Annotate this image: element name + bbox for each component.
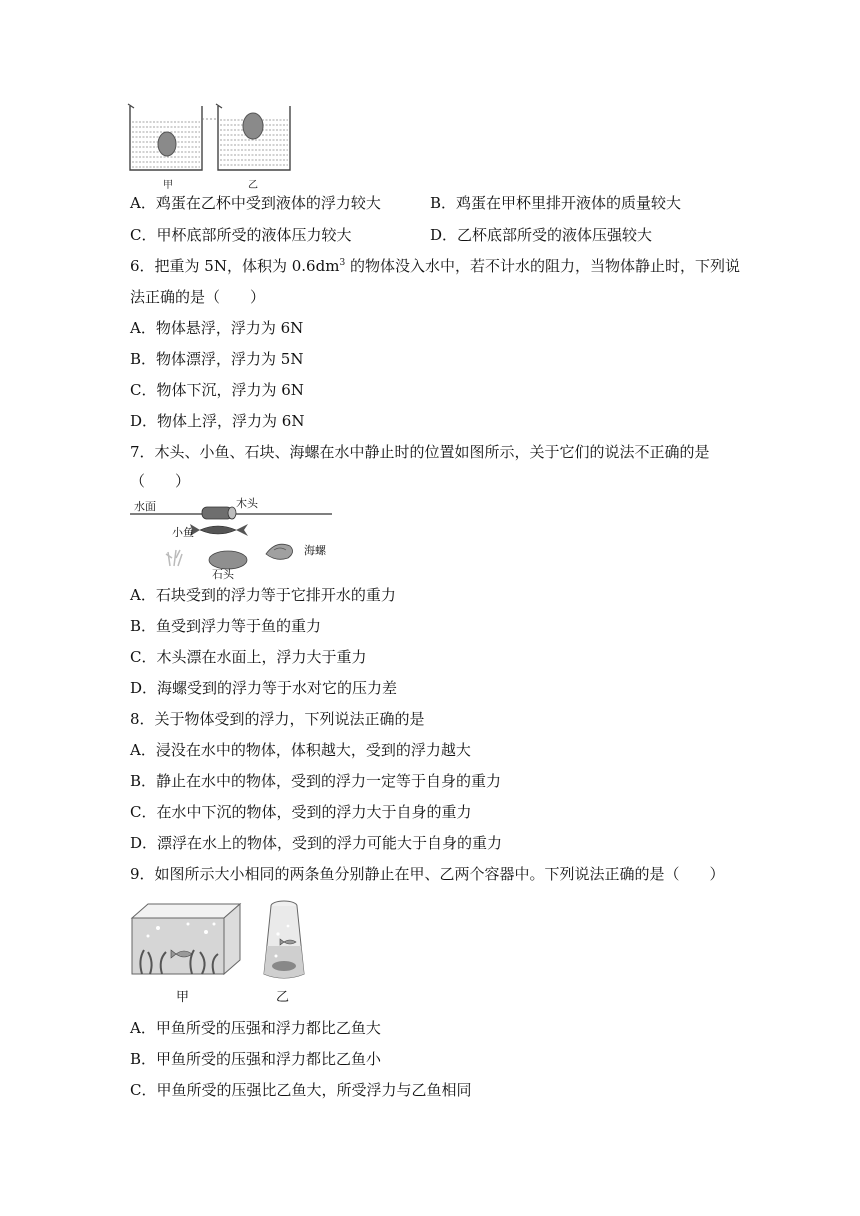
q5-figure-label-yi: 乙 bbox=[248, 180, 258, 191]
q8-option-c: C．在水中下沉的物体，受到的浮力大于自身的重力 bbox=[130, 803, 472, 821]
q7-stem-line2: （ ） bbox=[130, 472, 191, 490]
q6-stem-part-a: 6．把重为 5N，体积为 0.6dm bbox=[130, 257, 340, 275]
q5-option-a: A．鸡蛋在乙杯中受到液体的浮力较大 bbox=[130, 194, 381, 212]
q8-option-a: A．浸没在水中的物体，体积越大，受到的浮力越大 bbox=[130, 741, 471, 759]
q7-option-b: B．鱼受到浮力等于鱼的重力 bbox=[130, 617, 322, 635]
q6-stem-part-b: 的物体没入水中，若不计水的阻力，当物体静止时，下列说 bbox=[345, 257, 740, 275]
q6-option-b: B．物体漂浮，浮力为 5N bbox=[130, 350, 304, 368]
q7-option-c: C．木头漂在水面上，浮力大于重力 bbox=[130, 648, 367, 666]
q7-label-stone: 石头 bbox=[212, 568, 234, 581]
aquarium-jia bbox=[132, 904, 240, 974]
q7-stem-line1: 7．木头、小鱼、石块、海螺在水中静止时的位置如图所示，关于它们的说法不正确的是 bbox=[130, 443, 710, 461]
q8-stem: 8．关于物体受到的浮力，下列说法正确的是 bbox=[130, 710, 425, 728]
q8-option-d: D．漂浮在水上的物体，受到的浮力可能大于自身的重力 bbox=[130, 834, 503, 852]
q7-label-conch: 海螺 bbox=[304, 544, 326, 557]
q6-stem-line1 bbox=[130, 256, 740, 276]
q6-option-a: A．物体悬浮，浮力为 6N bbox=[130, 319, 304, 337]
coral-plant-icon bbox=[166, 550, 182, 566]
q6-stem-superscript: 3 bbox=[339, 258, 346, 268]
q6-option-d: D．物体上浮，浮力为 6N bbox=[130, 412, 305, 430]
q9-figure-label-jia: 甲 bbox=[176, 990, 190, 1005]
q7-option-d: D．海螺受到的浮力等于水对它的压力差 bbox=[130, 679, 398, 697]
q8-option-b: B．静止在水中的物体，受到的浮力一定等于自身的重力 bbox=[130, 772, 502, 790]
q5-beakers-figure bbox=[126, 100, 306, 192]
q7-label-wood: 木头 bbox=[236, 497, 258, 510]
egg-in-yi bbox=[243, 113, 263, 139]
q9-option-b: B．甲鱼所受的压强和浮力都比乙鱼小 bbox=[130, 1050, 382, 1068]
q5-option-c: C．甲杯底部所受的液体压力较大 bbox=[130, 226, 352, 244]
fish-icon bbox=[190, 524, 248, 536]
q5-option-b: B．鸡蛋在甲杯里排开液体的质量较大 bbox=[430, 194, 682, 212]
q5-figure-label-jia: 甲 bbox=[163, 180, 173, 191]
q9-option-a: A．甲鱼所受的压强和浮力都比乙鱼大 bbox=[130, 1019, 381, 1037]
q5-option-d: D．乙杯底部所受的液体压强较大 bbox=[430, 226, 653, 244]
q9-stem: 9．如图所示大小相同的两条鱼分别静止在甲、乙两个容器中。下列说法正确的是（ ） bbox=[130, 865, 725, 883]
q9-option-c: C．甲鱼所受的压强比乙鱼大，所受浮力与乙鱼相同 bbox=[130, 1081, 472, 1099]
q9-figure-label-yi: 乙 bbox=[276, 990, 290, 1005]
q9-fish-containers-figure bbox=[128, 894, 328, 986]
beaker-yi bbox=[216, 104, 290, 170]
conch-icon bbox=[266, 544, 293, 559]
egg-in-jia bbox=[158, 132, 176, 156]
beaker-jia bbox=[128, 104, 202, 170]
q7-option-a: A．石块受到的浮力等于它排开水的重力 bbox=[130, 586, 396, 604]
q7-label-fish: 小鱼 bbox=[172, 526, 194, 539]
cylinder-yi bbox=[264, 901, 304, 978]
wood-log-icon bbox=[202, 507, 236, 519]
q7-label-water-surface: 水面 bbox=[134, 500, 156, 513]
q6-stem-line2: 法正确的是（ ） bbox=[130, 288, 266, 306]
q6-option-c: C．物体下沉，浮力为 6N bbox=[130, 381, 304, 399]
